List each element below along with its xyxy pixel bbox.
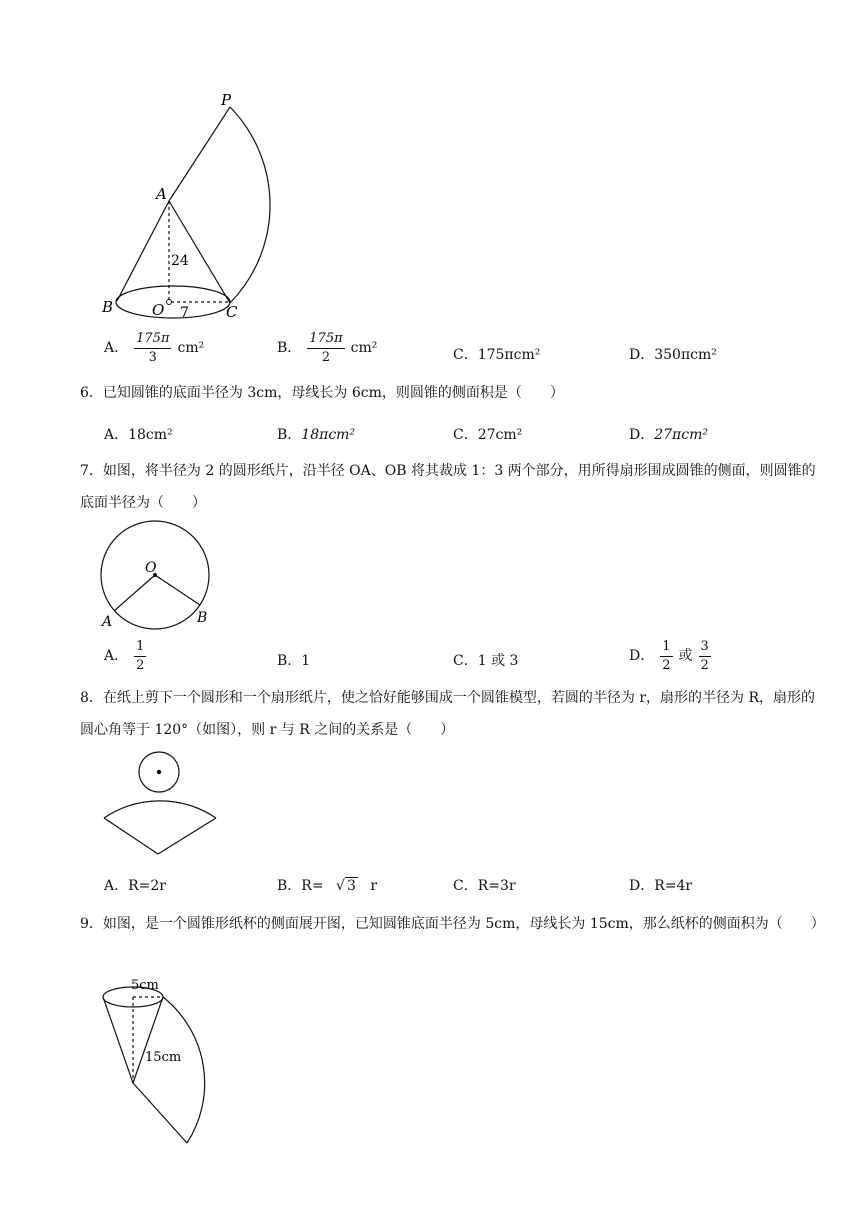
q5-a-fraction: $\frac{175\pi}{3}$ (136, 331, 170, 365)
q6-option-c: C．27cm² (453, 427, 523, 443)
label-radius: 5cm (131, 978, 159, 993)
q8-option-b: B．R= √ 3 r (277, 878, 378, 894)
cone-figure-q5 (95, 85, 305, 330)
q6-option-b: B．18πcm² (277, 427, 356, 443)
question-7: 7．如图，将半径为 2 的圆形纸片，沿半径 OA、OB 将其裁成 1：3 两个部分，用所得扇形围成圆锥的侧面，则圆锥的底面半径为（ ） (80, 463, 816, 511)
label-A: A (102, 614, 113, 630)
label-height: 24 (171, 253, 189, 269)
q6-option-d: D．27πcm² (629, 427, 708, 443)
sqrt-icon: √ (336, 878, 345, 894)
label-O: O (145, 560, 157, 576)
q5-option-d: D．350πcm² (629, 347, 717, 363)
circle-sector-figure-q8 (100, 748, 220, 860)
q5-option-a: A． $\frac{175\pi}{3}$ cm² (104, 331, 205, 365)
label-P: P (221, 91, 232, 109)
paper-cup-net-figure-q9 (95, 975, 225, 1147)
q7-option-a: A． $\frac{1}{2}$ (104, 639, 145, 673)
q7-d-fraction-1: $\frac{1}{2}$ (662, 639, 671, 673)
q6-option-a: A．18cm² (104, 427, 173, 443)
circle-figure-q7 (96, 520, 216, 632)
q5-b-fraction: $\frac{175\pi}{2}$ (309, 331, 343, 365)
q7-a-fraction: $\frac{1}{2}$ (136, 639, 145, 673)
q7-option-d: D． $\frac{1}{2}$ 或 $\frac{3}{2}$ (629, 639, 709, 673)
label-A: A (156, 185, 167, 203)
label-slant: 15cm (145, 1050, 182, 1065)
q8-option-c: C．R=3r (453, 878, 516, 894)
label-C: C (226, 303, 238, 321)
q7-d-fraction-2: $\frac{3}{2}$ (700, 639, 709, 673)
question-8: 8．在纸上剪下一个圆形和一个扇形纸片，使之恰好能够围成一个圆锥模型，若圆的半径为 r，扇形的半径为 R，扇形的圆心角等于 120°（如图），则 r 与 R 之间的关系是（ ） (80, 690, 816, 738)
question-9: 9．如图，是一个圆锥形纸杯的侧面展开图，已知圆锥底面半径为 5cm，母线长为 15cm，那么纸杯的侧面积为（ ） (80, 916, 825, 932)
q8-option-d: D．R=4r (629, 878, 693, 894)
question-6: 6．已知圆锥的底面半径为 3cm，母线长为 6cm，则圆锥的侧面积是（ ） (80, 385, 564, 401)
q5-option-c: C．175πcm² (453, 347, 541, 363)
q8-option-a: A．R=2r (104, 878, 166, 894)
label-B: B (197, 610, 208, 626)
q5-option-b: B． $\frac{175\pi}{2}$ cm² (277, 331, 378, 365)
label-O: O (152, 301, 165, 319)
q7-option-b: B．1 (277, 653, 311, 669)
label-radius: 7 (180, 305, 189, 321)
q7-option-c: C．1 或 3 (453, 653, 519, 669)
label-B: B (102, 298, 114, 316)
